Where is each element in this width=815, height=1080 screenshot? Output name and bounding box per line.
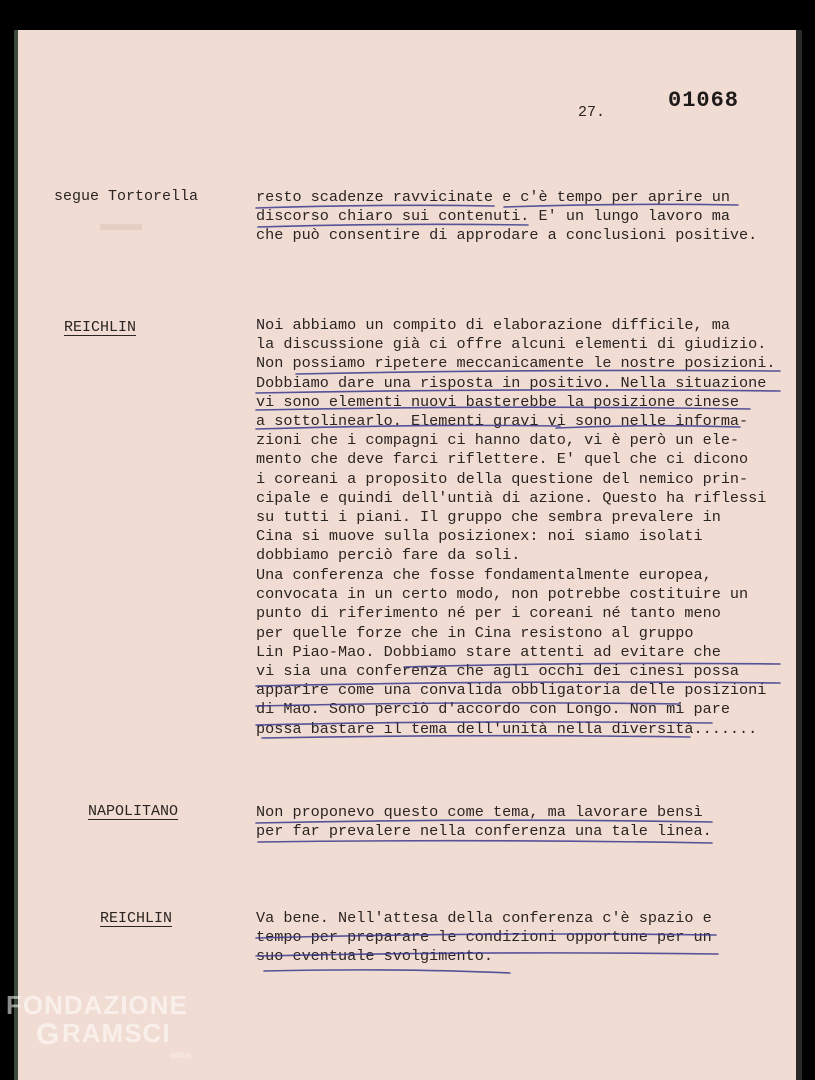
fondazione-gramsci-watermark bbox=[6, 990, 206, 1070]
document-number-stamp: 01068 bbox=[668, 88, 740, 113]
speaker-napolitano: NAPOLITANO bbox=[88, 803, 179, 820]
speaker-reichlin-2: REICHLIN bbox=[100, 910, 173, 927]
speaker-reichlin-1: REICHLIN bbox=[64, 319, 137, 336]
paragraph-reichlin-3: Va bene. Nell'attesa della conferenza c'è spazio e tempo per preparare le condizioni opportune per un suo eventuale svolgimento. bbox=[256, 909, 712, 966]
speaker-tortorella: segue Tortorella bbox=[54, 188, 199, 205]
page-edge bbox=[796, 30, 802, 1080]
paragraph-reichlin-1: Noi abbiamo un compito di elaborazione difficile, ma la discussione già ci offre alcuni elementi di giudizio. Non possiamo ripetere meccanicamente le nostre posizioni. Dobbiamo dare una risposta in positivo. Nella situazione vi sono elementi nuovi basterebbe la posizione cinese a sottolinearlo. Elementi gravi vi sono nelle informa- zioni che i compagni ci hanno dato, vi è però un ele- mento che deve farci riflettere. E' quel che ci dicono i coreani a proposito della questione del nemico prin- cipale e quindi dell'untià di azione. Questo ha riflessi su tutti i piani. Il gruppo che sembra prevalere in Cina si muove sulla posizionex: noi siamo isolati dobbiamo perciò fare da soli. bbox=[256, 316, 776, 565]
watermark-line1: FONDAZIONE bbox=[6, 990, 188, 1020]
paragraph-reichlin-2: Una conferenza che fosse fondamentalmente europea, convocata in un certo modo, non potrebbe costituire un punto di riferimento né per i coreani né tanto meno per quelle forze che in Cina resistono al gruppo Lin Piao-Mao. Dobbiamo stare attenti ad evitare che vi sia una conferenza che agli occhi dei cinesi possa apparire come una convalida obbligatoria delle posizioni di Mao. Sono perciò d'accordo con Longo. Non mi pare possa bastare il tema dell'unità nella diversità....... bbox=[256, 566, 767, 738]
watermark-line3: onlus bbox=[170, 1050, 192, 1060]
watermark-line2: RAMSCI bbox=[62, 1018, 171, 1048]
paragraph-tortorella: resto scadenze ravvicinate e c'è tempo per aprire un discorso chiaro sui contenuti. E' un lungo lavoro ma che può consentire di approdare a conclusioni positive. bbox=[256, 188, 758, 245]
watermark-g-logo: G bbox=[36, 1018, 60, 1051]
page-number: 27. bbox=[578, 104, 606, 121]
show-through-mark bbox=[100, 224, 142, 230]
paragraph-napolitano: Non proponevo questo come tema, ma lavorare bensì per far prevalere nella conferenza una tale linea. bbox=[256, 803, 712, 841]
